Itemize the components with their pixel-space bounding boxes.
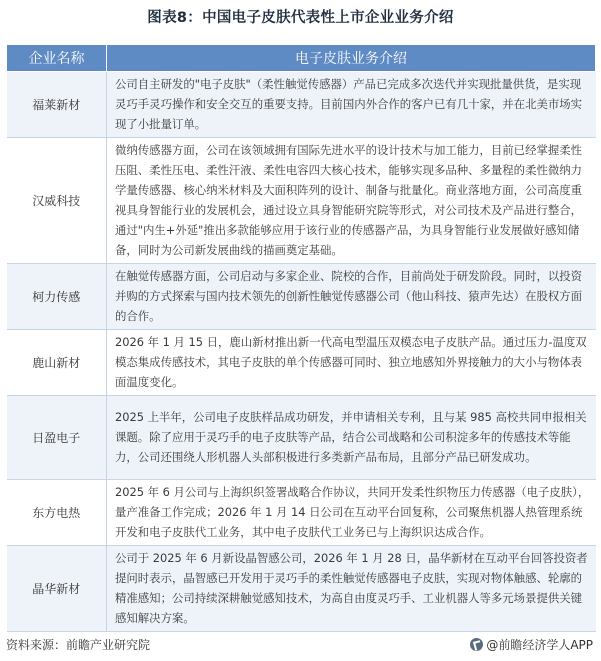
company-intro: 在触觉传感器方面，公司启动与多家企业、院校的合作，目前尚处于研发阶段。同时，以投资并购的方式探索与国内技术领先的创新性触觉传感器公司（他山科技、猿声先达）在股权方面的合作。 (107, 264, 596, 330)
company-intro: 2025 年 6 月公司与上海织织签署战略合作协议，共同开发柔性织物压力传感器（电子皮肤），量产准备工作完成；2026 年 1 月 14 日公司在互动平台回复称，公司聚焦机器人热管理系统开发和电子皮肤代工业务，其中电子皮肤代工业务已与上海织识达成合作。 (107, 480, 596, 546)
company-intro: 公司于 2025 年 6 月新设晶智感公司，2026 年 1 月 28 日，晶华新材在互动平台回答投资者提问时表示，晶智感已开发用于灵巧手的柔性触觉传感器电子皮肤，实现对物体触感、轮廓的精准感知；公司持续深耕触觉感知技术，为高自由度灵巧手、工业机器人等多元场景提供关键感知解决方案。 (107, 546, 596, 632)
company-intro: 公司自主研发的"电子皮肤"（柔性触觉传感器）产品已完成多次迭代并实现批量供货，是实现灵巧手灵巧操作和安全交互的重要支持。目前国内外合作的客户已有几十家，并在北美市场实现了小批量订单。 (107, 72, 596, 138)
table-row (7, 330, 596, 396)
column-header-company: 企业名称 (7, 45, 107, 72)
company-name: 汉威科技 (7, 138, 107, 264)
table-row (7, 546, 596, 632)
company-intro: 微纳传感器方面，公司在该领域拥有国际先进水平的设计技术与加工能力，目前已经掌握柔性压阻、柔性压电、柔性汗液、柔性电容四大核心技术，能够实现多品种、多量程的柔性微纳力学量传感器、核心纳米材料及大面积阵列的设计、制备与批量化。商业落地方面，公司高度重视具身智能行业的发展机会，通过设立具身智能研究院等形式，对公司技术及产品进行整合，通过"内生+外延"推出多款能够应用于该行业的传感器产品，为具身智能行业发展做好感知储备，同时为公司新发展曲线的描画奠定基础。 (107, 138, 596, 264)
qianzhan-logo-icon (470, 638, 483, 651)
brand-text: @前瞻经济学人APP (486, 638, 593, 652)
company-table (6, 44, 596, 632)
source-note: 资料来源：前瞻产业研究院 (6, 638, 151, 652)
table-row (7, 138, 596, 264)
brand-credit (470, 636, 593, 653)
company-name: 鹿山新材 (7, 330, 107, 396)
table-row (7, 72, 596, 138)
company-name: 福莱新材 (7, 72, 107, 138)
company-name: 柯力传感 (7, 264, 107, 330)
company-name: 日盈电子 (7, 396, 107, 480)
page-title: 图表8：中国电子皮肤代表性上市企业业务介绍 (147, 10, 454, 26)
table-row (7, 264, 596, 330)
company-intro: 2026 年 1 月 15 日，鹿山新材推出新一代高电型温压双模态电子皮肤产品。通过压力-温度双模态集成传感技术，其电子皮肤的单个传感器可同时、独立地感知外界接触力的大小与物体表面温度变化。 (107, 330, 596, 396)
table-row (7, 480, 596, 546)
page-footer (6, 636, 595, 656)
company-name: 东方电热 (7, 480, 107, 546)
table-header-row (7, 45, 596, 72)
table-row (7, 396, 596, 480)
company-name: 晶华新材 (7, 546, 107, 632)
column-header-intro: 电子皮肤业务介绍 (107, 45, 596, 72)
company-intro: 2025 上半年，公司电子皮肤样品成功研发，并申请相关专利，且与某 985 高校共同申报相关课题。除了应用于灵巧手的电子皮肤等产品，结合公司战略和公司积淀多年的传感技术等能力，公司还围绕人形机器人头部积极进行多类新产品布局，且部分产品已研发成功。 (107, 396, 596, 480)
